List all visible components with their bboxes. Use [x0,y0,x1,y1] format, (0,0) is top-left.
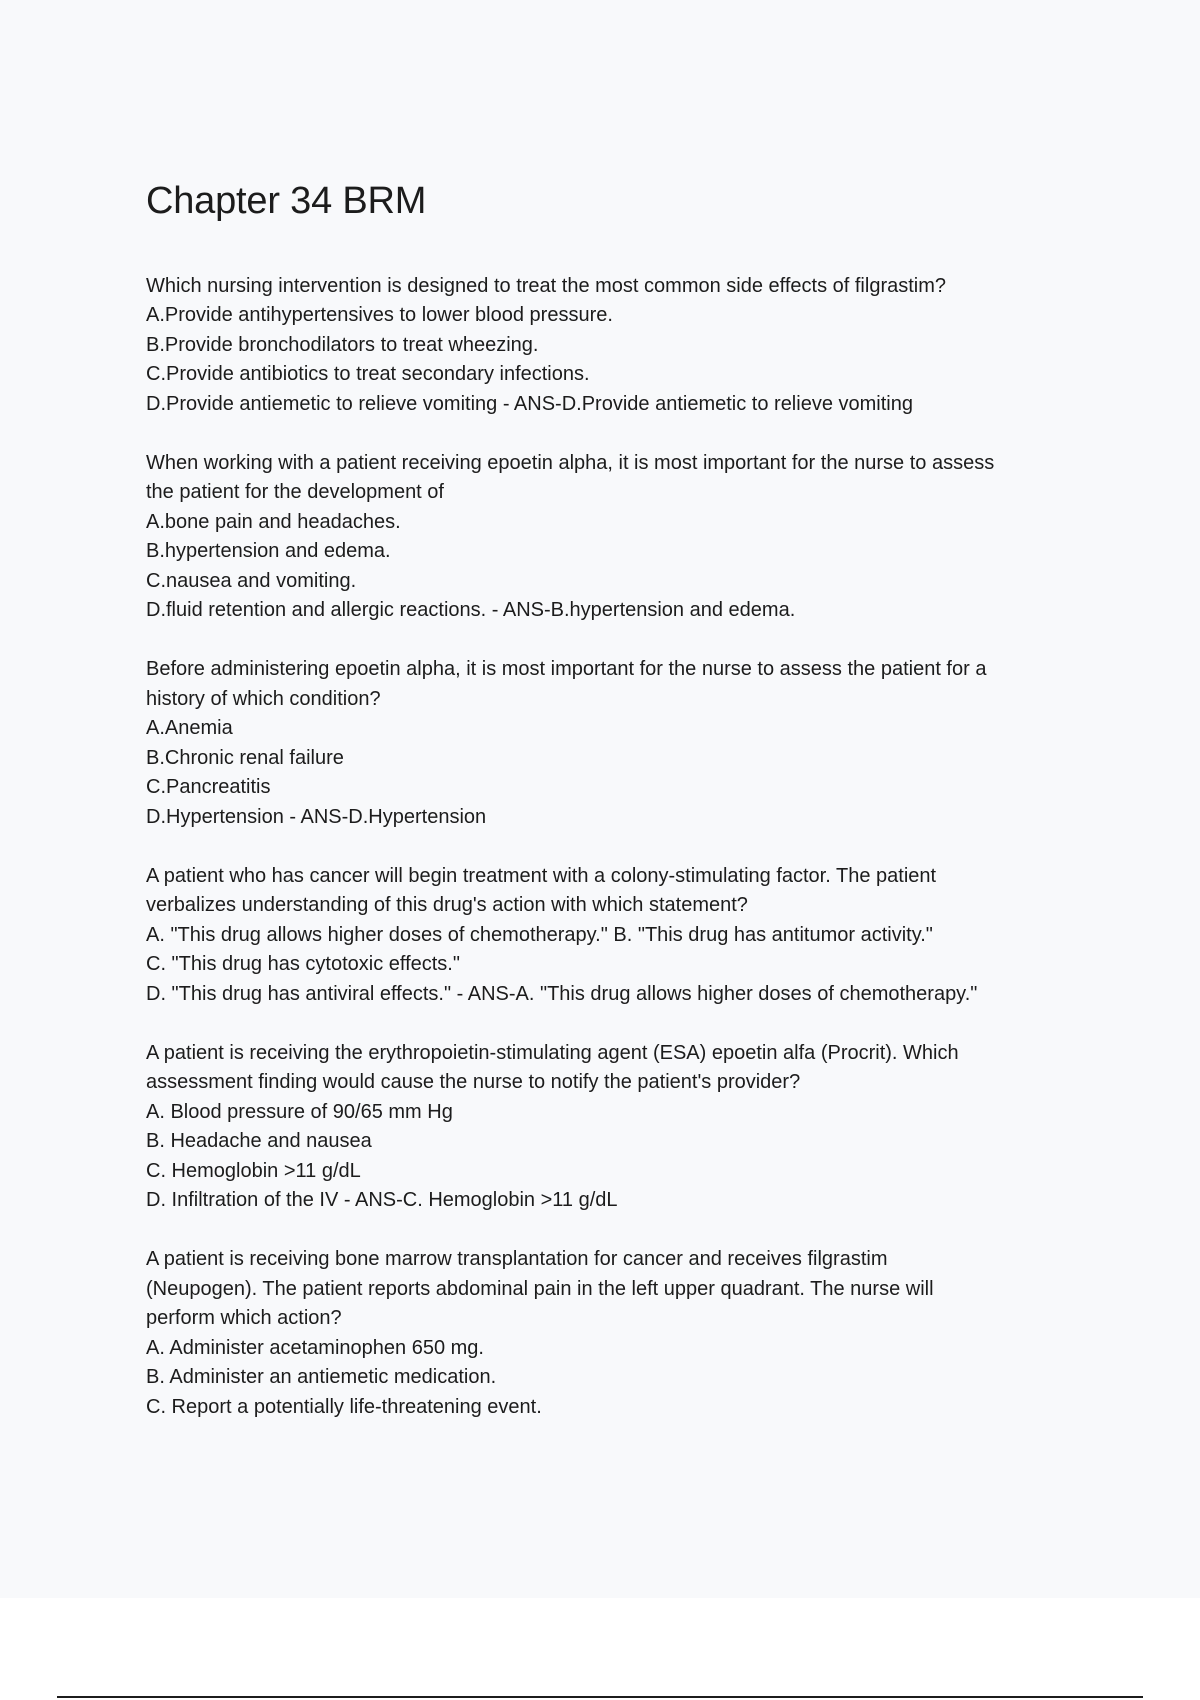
question-line: the patient for the development of [146,481,444,504]
question-block [146,1245,1096,1422]
question-line: A. Blood pressure of 90/65 mm Hg [146,1100,453,1123]
question-line: D.Hypertension - ANS-D.Hypertension [146,805,487,828]
question-line: C. Hemoglobin >11 g/dL [146,1159,361,1182]
question-line: D. "This drug has antiviral effects." - ANS-A. "This drug allows higher doses of chemotherapy." [146,982,978,1005]
question-line: B. Administer an antiemetic medication. [146,1366,497,1389]
question-line: A.Anemia [146,717,233,740]
question-text: A patient is receiving the erythropoietin-stimulating agent (ESA) epoetin alfa (Procrit). Which [146,1041,959,1064]
question-line: A.bone pain and headaches. [146,510,401,533]
question-text: A patient is receiving bone marrow transplantation for cancer and receives filgrastim [146,1248,888,1271]
question-text: When working with a patient receiving epoetin alpha, it is most important for the nurse to assess [146,451,995,474]
question-line: (Neupogen). The patient reports abdominal pain in the left upper quadrant. The nurse will [146,1277,934,1300]
question-line: B.hypertension and edema. [146,540,391,563]
question-line: assessment finding would cause the nurse to notify the patient's provider? [146,1071,801,1094]
question-line: A.Provide antihypertensives to lower blood pressure. [146,304,613,327]
question-line: B. Headache and nausea [146,1130,372,1153]
question-line: A. "This drug allows higher doses of chemotherapy." B. "This drug has antitumor activity." [146,923,933,946]
question-block [146,449,1096,626]
question-line: history of which condition? [146,687,381,710]
question-block [146,272,1096,420]
question-line: D.fluid retention and allergic reactions. - ANS-B.hypertension and edema. [146,599,796,622]
question-block [146,862,1096,1010]
footer-divider [57,1696,1143,1698]
page-title: Chapter 34 BRM [146,180,427,222]
question-list [146,272,1096,1423]
question-line: B.Chronic renal failure [146,746,344,769]
question-line: D. Infiltration of the IV - ANS-C. Hemoglobin >11 g/dL [146,1189,618,1212]
question-text: A patient who has cancer will begin treatment with a colony-stimulating factor. The patient [146,864,937,887]
question-line: D.Provide antiemetic to relieve vomiting - ANS-D.Provide antiemetic to relieve vomiting [146,392,913,415]
question-block [146,1039,1096,1216]
question-line: A. Administer acetaminophen 650 mg. [146,1336,484,1359]
question-line: B.Provide bronchodilators to treat wheezing. [146,333,539,356]
question-line: verbalizes understanding of this drug's action with which statement? [146,894,748,917]
question-line: C.nausea and vomiting. [146,569,357,592]
question-block [146,655,1096,832]
question-line: C.Pancreatitis [146,776,271,799]
document-content [146,180,1096,1452]
question-line: perform which action? [146,1307,342,1330]
question-line: C. "This drug has cytotoxic effects." [146,953,460,976]
question-line: C. Report a potentially life-threatening event. [146,1395,542,1418]
question-text: Before administering epoetin alpha, it is most important for the nurse to assess the patient for a [146,658,987,681]
question-line: C.Provide antibiotics to treat secondary infections. [146,363,590,386]
question-text: Which nursing intervention is designed to treat the most common side effects of filgrastim? [146,274,947,297]
